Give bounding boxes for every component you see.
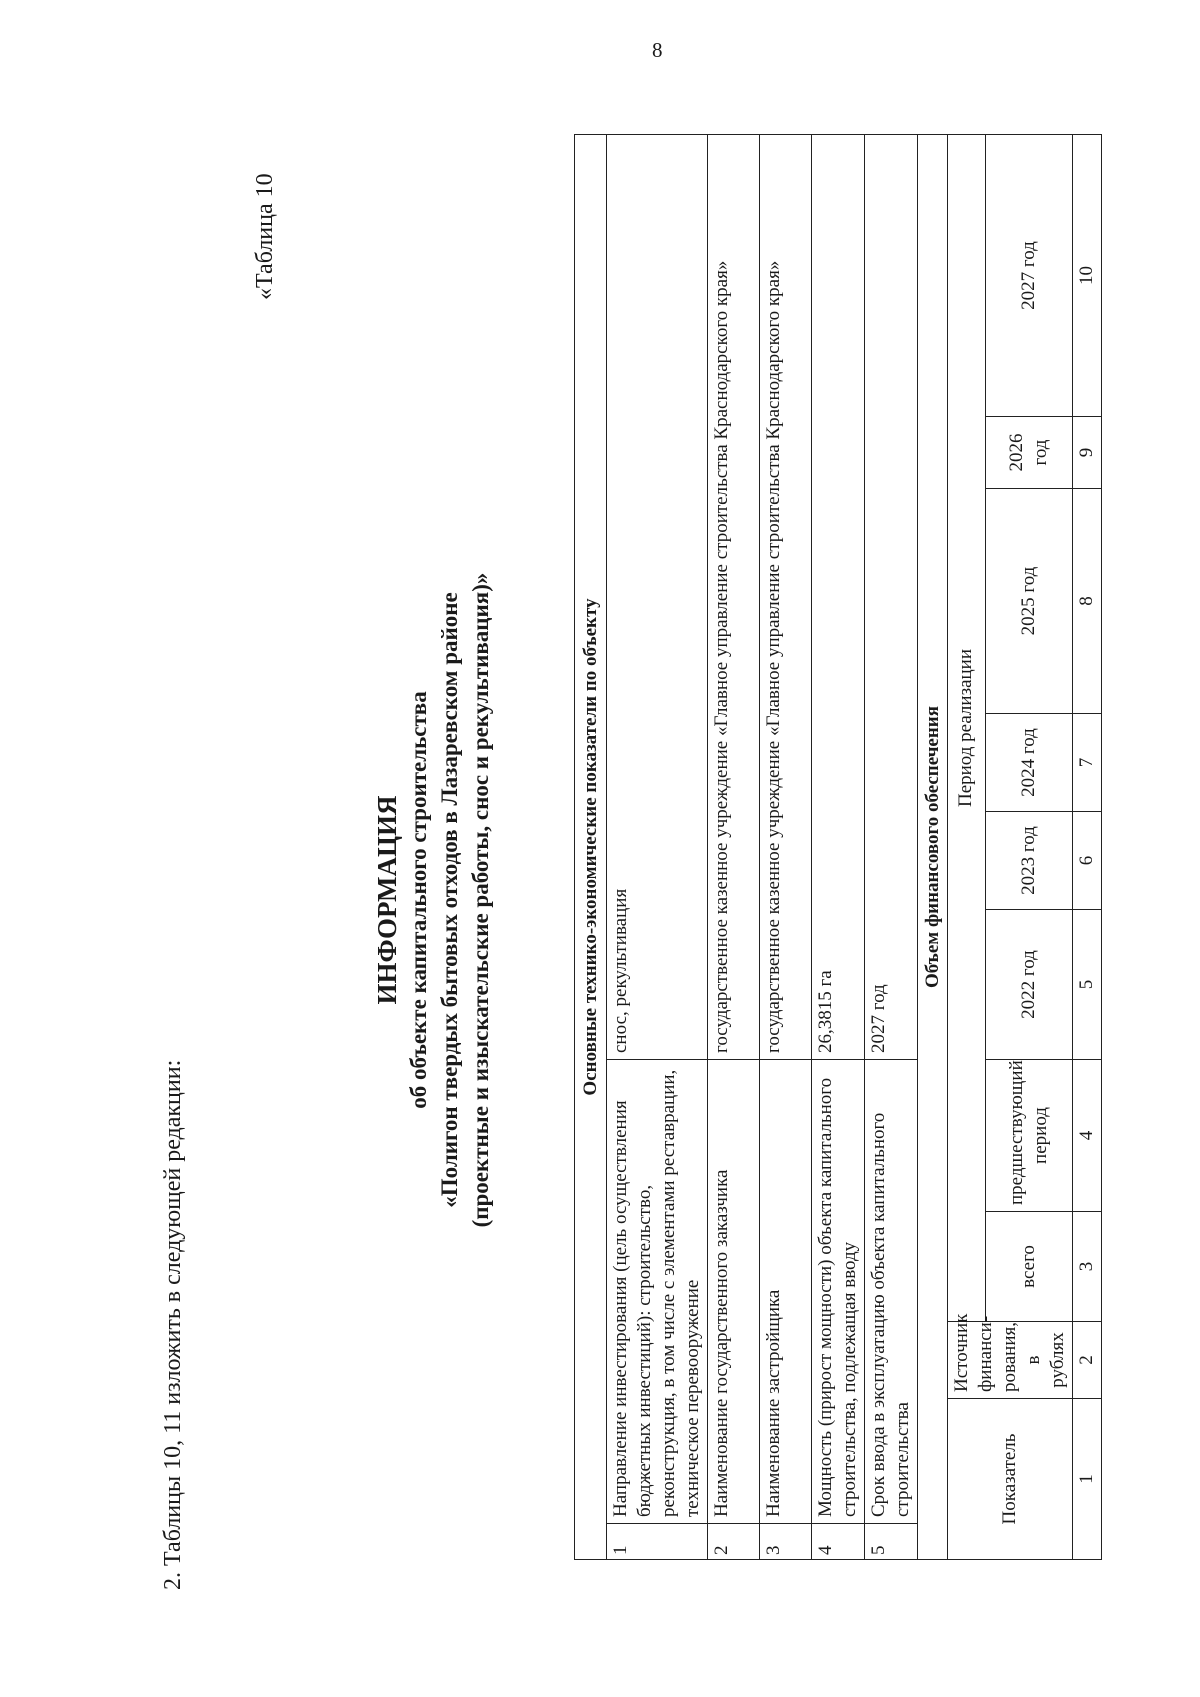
row-label: Наименование государственного заказчика	[708, 1060, 760, 1524]
document-heading	[372, 510, 496, 1290]
row-label: Направление инвестирования (цель осуществления бюджетных инвестиций): строительство, реконструкция, в том числе с элементами реставрации, техническое перевооружение	[607, 1060, 708, 1524]
table-row	[812, 134, 865, 1559]
row-value: государственное казенное учреждение «Главное управление строительства Краснодарского края»	[760, 134, 812, 1059]
row-label: Мощность (прирост мощности) объекта капитального строительства, подлежащая вводу	[812, 1060, 865, 1524]
row-value: 26,3815 га	[812, 134, 865, 1059]
row-label: Срок ввода в эксплуатацию объекта капитального строительства	[865, 1060, 918, 1524]
column-number: 10	[1073, 134, 1102, 416]
header-col: предшествующий период	[985, 1060, 1073, 1212]
rotated-page-content	[72, 50, 1132, 1590]
heading-title: ИНФОРМАЦИЯ	[372, 795, 402, 1005]
header-source: Источник финанси-рования, в рублях	[948, 1322, 1073, 1399]
column-number: 7	[1073, 714, 1102, 812]
row-number: 1	[607, 1524, 708, 1560]
header-period: Период реализации	[948, 134, 986, 1321]
header-col: 2026 год	[985, 417, 1073, 489]
intro-text: 2. Таблицы 10, 11 изложить в следующей редакции:	[160, 1059, 186, 1590]
column-number: 9	[1073, 417, 1102, 489]
page-number: 8	[652, 38, 663, 62]
column-number-row	[1073, 134, 1102, 1559]
row-label: Наименование застройщика	[760, 1060, 812, 1524]
table-label: «Таблица 10	[252, 173, 278, 300]
header-indicator: Показатель	[948, 1399, 1073, 1560]
table-row	[760, 134, 812, 1559]
header-col: 2024 год	[985, 714, 1073, 812]
column-number: 5	[1073, 910, 1102, 1060]
row-value: государственное казенное учреждение «Главное управление строительства Краснодарского края»	[708, 134, 760, 1059]
table-row	[708, 134, 760, 1559]
column-number: 4	[1073, 1060, 1102, 1212]
row-number: 3	[760, 1524, 812, 1560]
table-row	[607, 134, 708, 1559]
header-col: 2022 год	[985, 910, 1073, 1060]
row-value: снос, рекультивация	[607, 134, 708, 1059]
section-row-indicators	[575, 134, 607, 1559]
row-number: 5	[865, 1524, 918, 1560]
column-number: 2	[1073, 1322, 1102, 1399]
section-row-financing	[918, 134, 948, 1559]
header-col: 2023 год	[985, 812, 1073, 910]
fin-header-row	[948, 134, 986, 1559]
section-title-indicators: Основные технико-экономические показатели по объекту	[575, 134, 607, 1559]
section-title-financing: Объем финансового обеспечения	[918, 134, 948, 1559]
row-value: 2027 год	[865, 134, 918, 1059]
column-number: 8	[1073, 489, 1102, 714]
info-table	[574, 134, 1102, 1560]
header-col: 2025 год	[985, 489, 1073, 714]
heading-line-3: (проектные и изыскательские работы, снос и рекультивация)»	[468, 572, 493, 1228]
column-number: 1	[1073, 1399, 1102, 1560]
table-row	[865, 134, 918, 1559]
row-number: 4	[812, 1524, 865, 1560]
heading-line-1: об объекте капитального строительства	[406, 691, 431, 1109]
header-col: всего	[985, 1212, 1073, 1322]
column-number: 3	[1073, 1212, 1102, 1322]
header-col: 2027 год	[985, 134, 1073, 416]
heading-line-2: «Полигон твердых бытовых отходов в Лазаревском районе	[437, 592, 462, 1208]
column-number: 6	[1073, 812, 1102, 910]
row-number: 2	[708, 1524, 760, 1560]
